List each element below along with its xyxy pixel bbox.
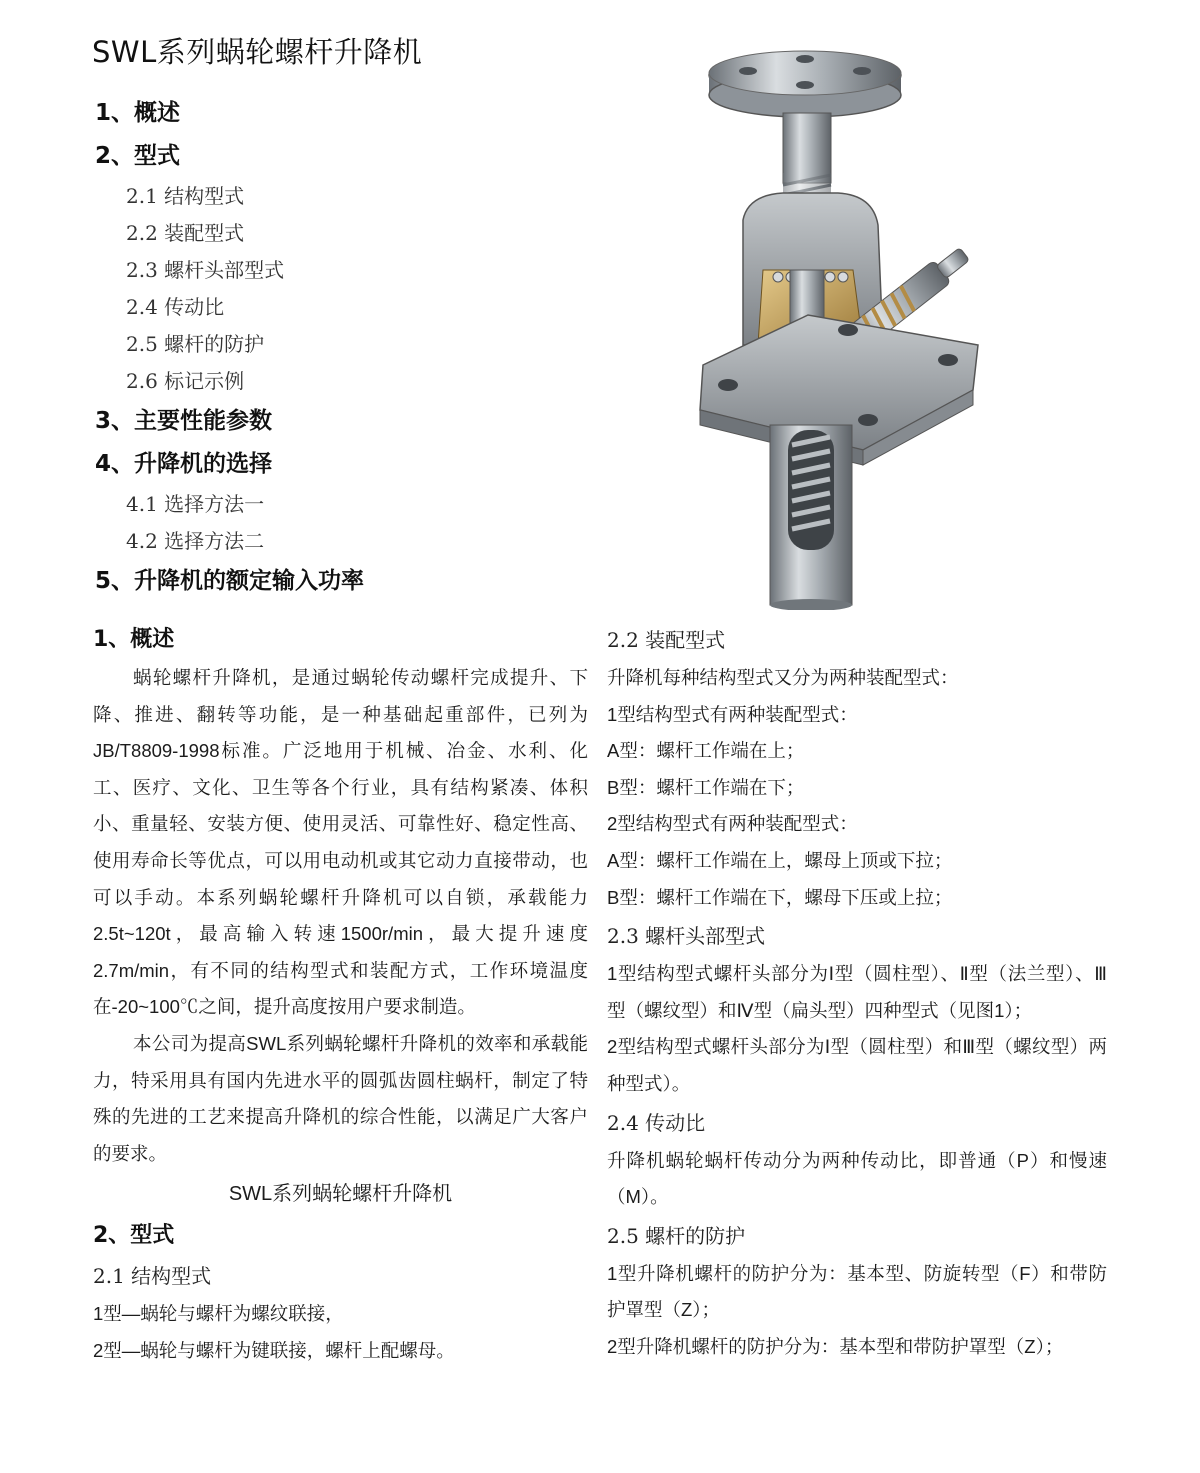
text-line: 1型结构型式有两种装配型式： (607, 703, 858, 725)
screw-head-paragraph: 2型结构型式螺杆头部分为Ⅰ型（圆柱型）和Ⅲ型（螺纹型）两种型式）。 (607, 1036, 1107, 1094)
toc-subitem: 2.2 装配型式 (126, 221, 245, 245)
text-line: A型：螺杆工作端在上，螺母上顶或下拉； (607, 849, 953, 871)
subsection-heading: 2.1 结构型式 (93, 1264, 212, 1289)
toc-subitem: 2.1 结构型式 (126, 184, 245, 208)
subsection-heading: 2.2 装配型式 (607, 628, 726, 652)
figure-caption: SWL系列蜗轮螺杆升降机 (228, 1183, 453, 1206)
toc-subitem: 4.1 选择方法一 (126, 492, 265, 516)
text-line: 1型—蜗轮与螺杆为螺纹联接， (93, 1303, 344, 1325)
toc-item: 4、升降机的选择 (95, 451, 273, 477)
toc-subitem: 4.2 选择方法二 (126, 529, 265, 553)
toc-item: 3、主要性能参数 (95, 408, 273, 434)
overview-paragraph: 本公司为提高SWL系列蜗轮螺杆升降机的效率和承载能力，特采用具有国内先进水平的圆弧齿圆柱蜗杆，制定了特殊的先进的工艺来提高升降机的综合性能，以满足广大客户的要求。 (93, 1032, 588, 1164)
subsection-heading: 2.3 螺杆头部型式 (607, 924, 766, 949)
page-title: SWL系列蜗轮螺杆升降机 (92, 35, 423, 69)
ratio-paragraph: 升降机蜗轮蜗杆传动分为两种传动比，即普通（P）和慢速（M）。 (607, 1149, 1107, 1208)
text-line: B型：螺杆工作端在下； (607, 776, 805, 798)
section-heading: 2、型式 (93, 1223, 175, 1249)
right-column (607, 620, 1107, 1366)
toc-subitem: 2.5 螺杆的防护 (126, 332, 265, 356)
table-of-contents (95, 92, 615, 603)
toc-subitem: 2.3 螺杆头部型式 (126, 258, 285, 282)
left-column (93, 620, 588, 1370)
toc-subitem: 2.6 标记示例 (126, 369, 245, 393)
toc-item: 2、型式 (95, 143, 181, 169)
toc-item: 1、概述 (95, 100, 181, 126)
text-line: 升降机每种结构型式又分为两种装配型式： (607, 667, 959, 688)
screw-jack-drawing (688, 45, 988, 610)
protection-paragraph: 1型升降机螺杆的防护分为：基本型、防旋转型（F）和带防护罩型（Z）； (607, 1262, 1107, 1321)
subsection-heading: 2.4 传动比 (607, 1110, 706, 1135)
text-line: A型：螺杆工作端在上； (607, 740, 805, 762)
section-heading: 1、概述 (93, 627, 175, 652)
text-line: 2型结构型式有两种装配型式： (607, 813, 858, 835)
screw-jack-illustration (688, 45, 988, 610)
toc-item: 5、升降机的额定输入功率 (95, 568, 365, 594)
screw-head-paragraph: 1型结构型式螺杆头部分为Ⅰ型（圆柱型）、Ⅱ型（法兰型）、Ⅲ型（螺纹型）和Ⅳ型（扁头型）四种型式（见图1）； (607, 963, 1107, 1021)
text-line: B型：螺杆工作端在下，螺母下压或上拉； (607, 886, 953, 908)
text-line: 2型—蜗轮与螺杆为键联接，螺杆上配螺母。 (93, 1339, 455, 1361)
toc-subitem: 2.4 传动比 (126, 295, 225, 319)
subsection-heading: 2.5 螺杆的防护 (607, 1223, 746, 1248)
protection-paragraph: 2型升降机螺杆的防护分为：基本型和带防护罩型（Z）； (607, 1335, 1064, 1357)
overview-paragraph: 蜗轮螺杆升降机，是通过蜗轮传动螺杆完成提升、下降、推进、翻转等功能，是一种基础起重部件，已列为JB/T8809-1998标准。广泛地用于机械、冶金、水利、化工、医疗、文化、卫生等各个行业，具有结构紧凑、体积小、重量轻、安装方便、使用灵活、可靠性好、稳定性高、使用寿命长等优点，可以用电动机或其它动力直接带动，也可以手动。本系列蜗轮螺杆升降机可以自锁，承载能力2.5t~120t，最高输入转速1500r/min，最大提升速度2.7m/min，有不同的结构型式和装配方式，工作环境温度在-20~100℃之间，提升高度按用户要求制造。 (93, 667, 588, 1018)
